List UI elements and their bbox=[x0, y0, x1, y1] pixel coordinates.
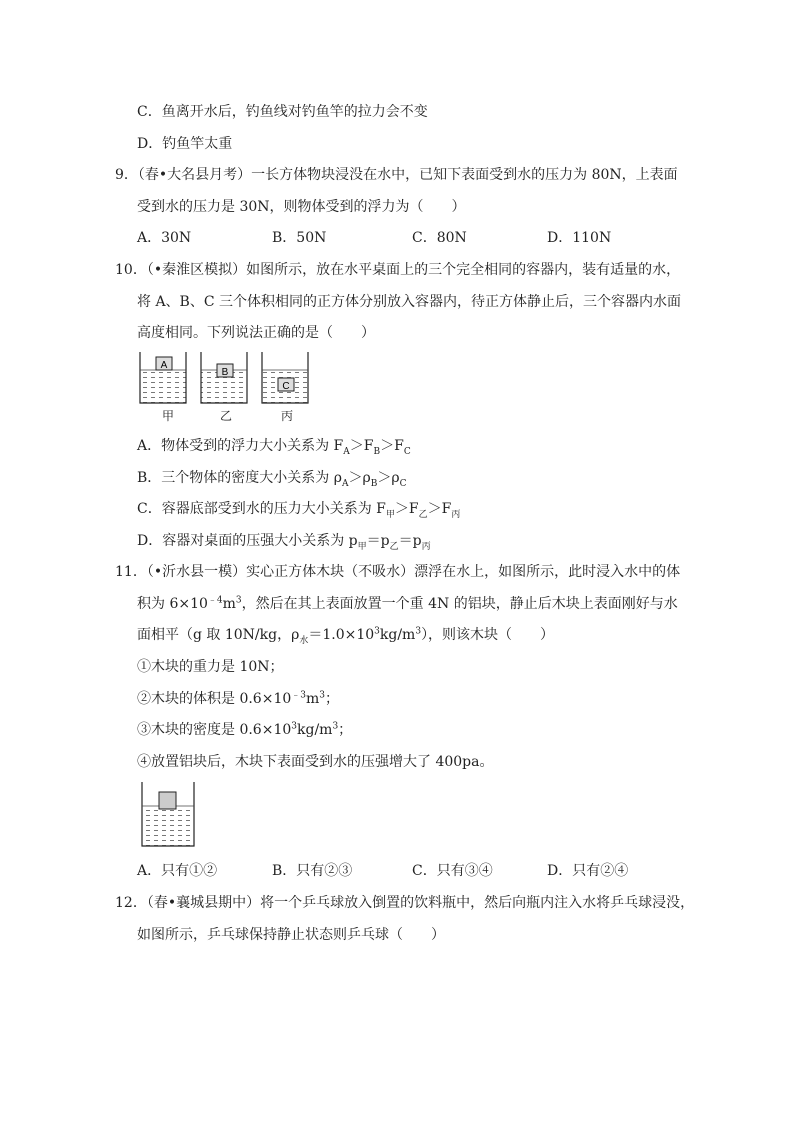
q11-wood-block-figure bbox=[138, 778, 200, 850]
q10-stem-line2: 将 A、B、C 三个体积相同的正方体分别放入容器内，待正方体静止后，三个容器内水面 bbox=[137, 294, 682, 310]
q10-option-c: C．容器底部受到水的压力大小关系为 $F_甲>F_乙>F_丙$ bbox=[137, 501, 461, 520]
q11-stem-line1: 11．（•沂水县一模）实心正方体木块（不吸水）漂浮在水上，如图所示，此时浸入水中的体 bbox=[115, 564, 681, 580]
q9-option-a: A．30N bbox=[137, 230, 192, 246]
q11-option-d: D．只有②④ bbox=[547, 863, 629, 879]
q11-statement-2: ②木块的体积是 $0.6\times 10^{﹣3}m^3$； bbox=[137, 690, 340, 707]
q10-containers-figure bbox=[135, 350, 320, 410]
q12-stem-line1: 12．（春•襄城县期中）将一个乒乓球放入倒置的饮料瓶中，然后向瓶内注入水将乒乓球浸没， bbox=[115, 895, 695, 911]
caption-yi: 乙 bbox=[220, 409, 233, 423]
q11-statement-4: ④放置铝块后，木块下表面受到水的压强增大了 400pa。 bbox=[137, 754, 494, 770]
q11-statement-1: ①木块的重力是 10N； bbox=[137, 659, 284, 675]
cube-a-label: A bbox=[160, 360, 168, 371]
q10-option-d: D．容器对桌面的压强大小关系为 $p_甲=p_乙=p_丙$ bbox=[137, 533, 431, 552]
q10-stem-line1: 10．（•秦淮区模拟）如图所示，放在水平桌面上的三个完全相同的容器内，装有适量的水， bbox=[115, 262, 681, 278]
cube-b-label: B bbox=[221, 367, 229, 378]
q11-statement-3: ③木块的密度是 $0.6\times 10^3kg/m^3$； bbox=[137, 721, 353, 738]
q10-option-a: A．物体受到的浮力大小关系为 $F_A>F_B>F_C$ bbox=[137, 438, 411, 457]
q10-stem-line3: 高度相同。下列说法正确的是（ ） bbox=[137, 325, 375, 341]
caption-jia: 甲 bbox=[162, 409, 175, 423]
q9-stem-line2: 受到水的压力是 30N，则物体受到的浮力为（ ） bbox=[137, 199, 466, 215]
q10-option-b: B．三个物体的密度大小关系为 $\rho_A>\rho_B>\rho_C$ bbox=[137, 470, 407, 489]
q12-stem-line2: 如图所示，乒乓球保持静止状态则乒乓球（ ） bbox=[137, 927, 445, 943]
q11-stem-line2: 积为 $6\times 10^{﹣4}m^3$，然后在其上表面放置一个重 4N 的铝块，静止后木块上表面刚好与水 bbox=[137, 595, 678, 612]
q11-stem-line3: 面相平（g 取 10N/kg，$\rho_水=1.0\times 10^3kg/m^3$），则该木块（ ） bbox=[137, 626, 555, 646]
q9-option-c: C．80N bbox=[412, 230, 467, 246]
cube-c-label: C bbox=[282, 381, 290, 392]
q9-option-b: B．50N bbox=[272, 230, 327, 246]
q11-option-a: A．只有①② bbox=[137, 863, 218, 879]
wood-block bbox=[159, 792, 176, 809]
q8-option-d: D．钓鱼竿太重 bbox=[137, 136, 233, 152]
q11-option-b: B．只有②③ bbox=[272, 863, 353, 879]
q11-option-c: C．只有③④ bbox=[412, 863, 493, 879]
q8-option-c: C．鱼离开水后，钓鱼线对钓鱼竿的拉力会不变 bbox=[137, 104, 428, 120]
caption-bing: 丙 bbox=[281, 409, 294, 423]
container-bing bbox=[262, 352, 308, 403]
q9-stem-line1: 9．（春•大名县月考）一长方体物块浸没在水中，已知下表面受到水的压力为 80N，上表面 bbox=[115, 167, 678, 183]
q9-option-d: D．110N bbox=[547, 230, 612, 246]
